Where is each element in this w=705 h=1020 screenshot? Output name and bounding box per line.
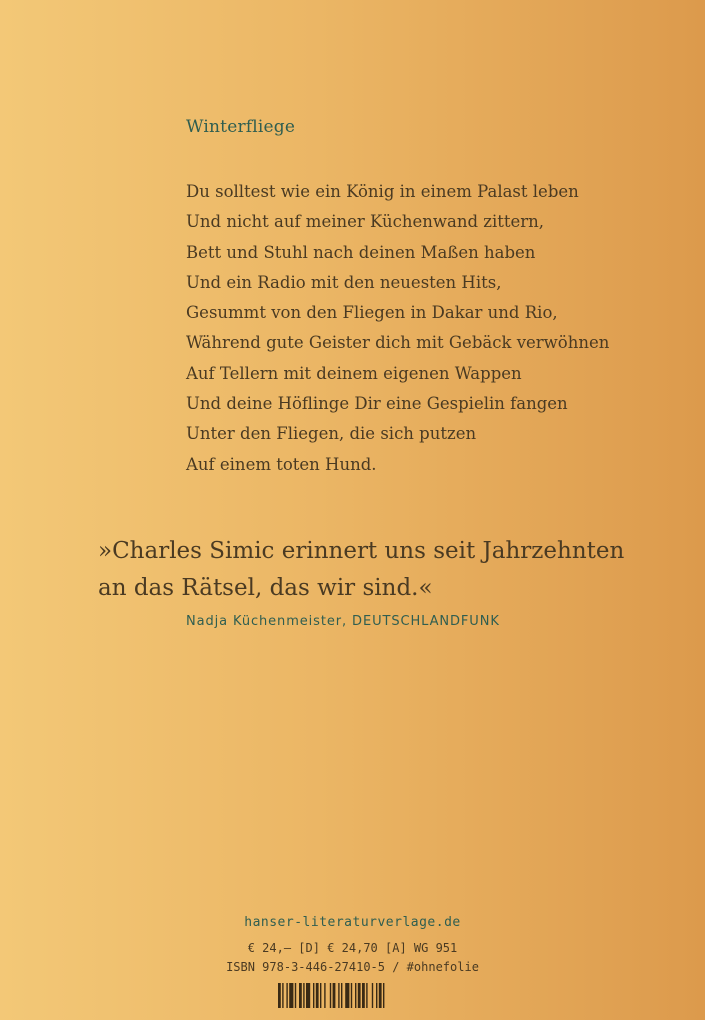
barcode-icon [278,983,428,1008]
barcode-bar [372,983,373,1008]
poem-line: Auf Tellern mit deinem eigenen Wappen [186,363,522,383]
barcode-bar [295,983,296,1008]
barcode-bar [299,983,302,1008]
press-quote-line: an das Rätsel, das wir sind.« [98,575,433,601]
poem-line: Du solltest wie ein König in einem Palast leben [186,182,579,201]
barcode-bar [341,983,342,1008]
publisher-website: hanser-literaturverlage.de [244,915,461,930]
barcode-bar [379,983,382,1008]
poem-line: Unter den Fliegen, die sich putzen [186,424,477,444]
barcode-bar [286,983,287,1008]
poem-line: Und ein Radio mit den neuesten Hits, [186,272,502,292]
barcode-bar [355,983,356,1008]
barcode-bar [278,983,281,1008]
poem-line: Und deine Höflinge Dir eine Gespielin fangen [186,394,568,414]
barcode-bar [362,983,365,1008]
poem-title: Winterfliege [186,117,296,137]
barcode-bar [376,983,377,1008]
barcode-bar [358,983,361,1008]
poem-body [186,177,609,480]
barcode-bar [330,983,331,1008]
barcode-bar [320,983,321,1008]
barcode-bar [324,983,325,1008]
poem-line: Gesummt von den Fliegen in Dakar und Rio, [186,303,558,323]
barcode-bar [351,983,352,1008]
barcode-bar [282,983,283,1008]
price-info: € 24,– [D] € 24,70 [A] WG 951 [247,941,458,955]
barcode-bar [383,983,384,1008]
poem-line: Und nicht auf meiner Küchenwand zittern, [186,212,545,232]
barcode-bar [289,983,293,1008]
barcode-bar [345,983,349,1008]
isbn-info: ISBN 978-3-446-27410-5 / #ohnefolie [226,960,479,974]
barcode-bar [366,983,367,1008]
barcode-bar [338,983,339,1008]
press-quote-line: »Charles Simic erinnert uns seit Jahrzehnten [98,538,625,564]
barcode-bar [313,983,314,1008]
barcode-bar [306,983,310,1008]
barcode-bar [303,983,304,1008]
poem-line: Bett und Stuhl nach deinen Maßen haben [186,242,536,262]
barcode-bar [316,983,319,1008]
quote-attribution: Nadja Küchenmeister, DEUTSCHLANDFUNK [186,614,500,629]
poem-line: Auf einem toten Hund. [186,454,377,474]
barcode-bar [333,983,336,1008]
press-quote [98,533,624,607]
poem-line: Während gute Geister dich mit Gebäck verwöhnen [186,333,610,353]
